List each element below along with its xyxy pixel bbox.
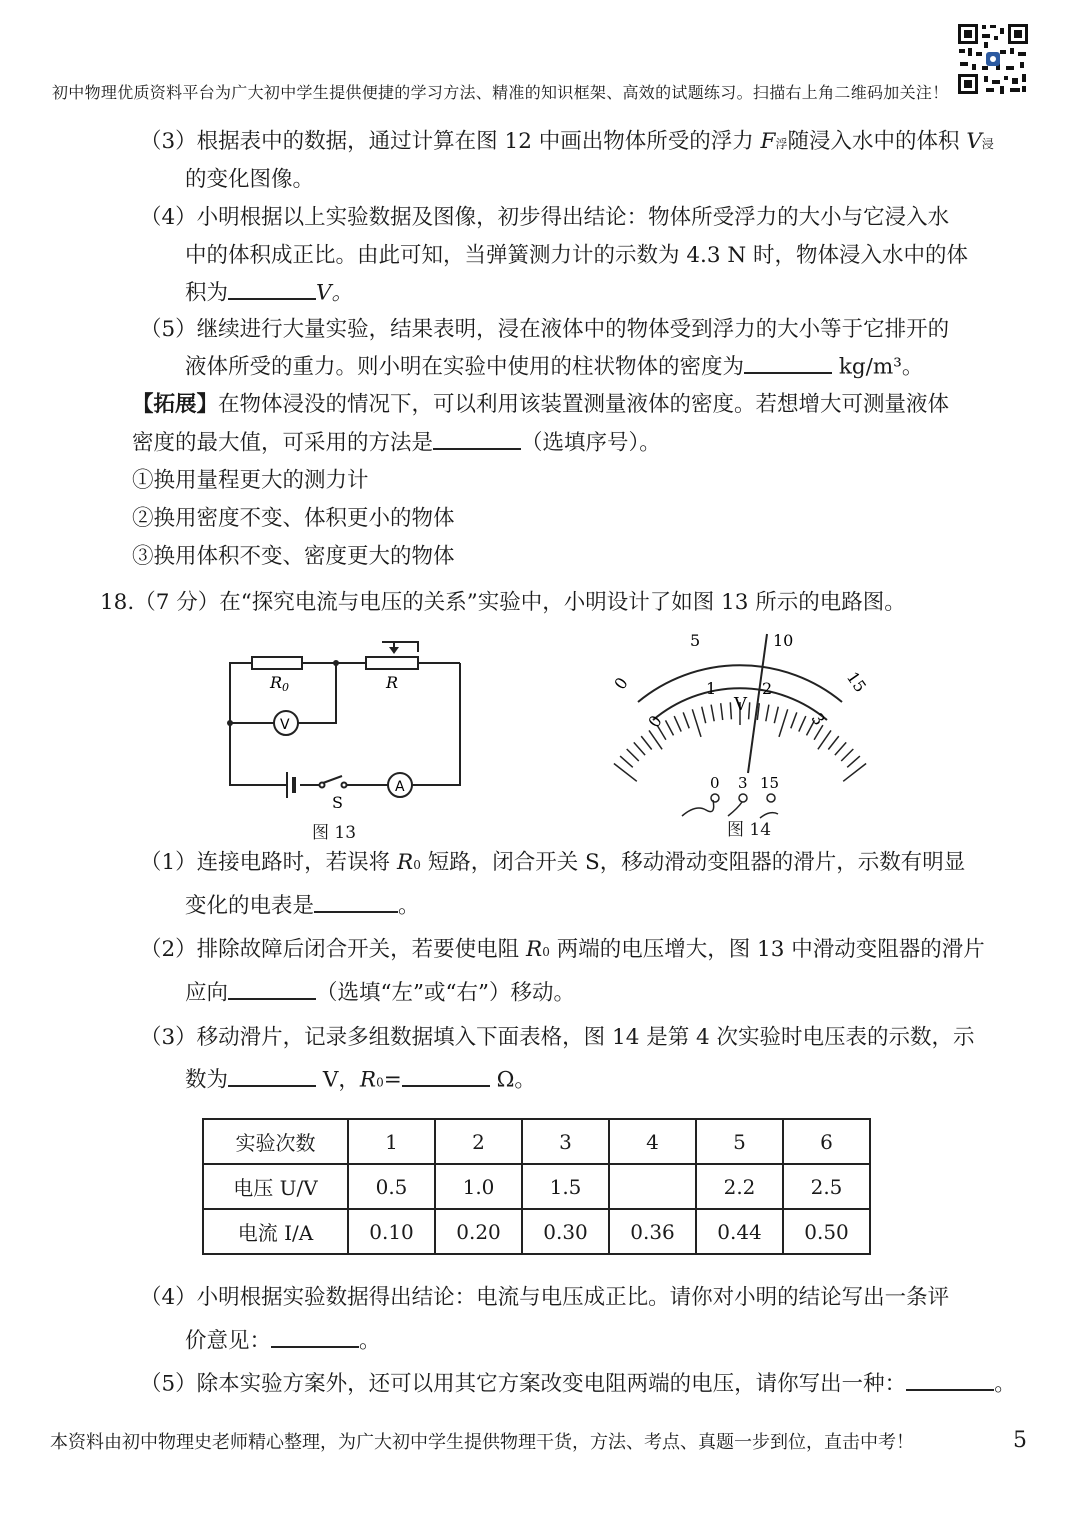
data-table [202,1118,871,1255]
answer-blank[interactable] [906,1366,994,1391]
upper-label-10: 10 [773,631,794,650]
dial-tick [841,749,853,761]
dial-tick [620,756,633,767]
q18-part4-line2: 价意见： 。 [185,1323,381,1355]
table-row: 实验次数 1 2 3 4 5 6 [203,1119,870,1164]
q18-part3-line1: （3）移动滑片，记录多组数据填入下面表格，图 14 是第 4 次实验时电压表的示数，示 [140,1025,975,1050]
answer-blank[interactable] [271,1323,359,1348]
lower-label-0: 0 [644,711,666,732]
q17-extension-line2: 密度的最大值，可采用的方法是 （选填序号）。 [132,425,661,457]
dial-tick [711,705,714,722]
dial-tick [766,705,769,722]
q17-part4-line1: （4）小明根据以上实验数据及图像，初步得出结论：物体所受浮力的大小与它浸入水 [140,205,950,230]
q17-part4-line3: 积为 V。 [185,275,353,307]
q17-extension-line1: 【拓展】在物体浸没的情况下，可以利用该装置测量液体的密度。若想增大可测量液体 [132,392,950,417]
dial-tick [799,716,806,732]
dial-unit-v: V [734,694,747,715]
q17-part3-line2: 的变化图像。 [185,167,315,192]
dial-tick [683,712,689,728]
dial-tick [627,749,639,761]
circuit-diagram-fig13 [222,630,472,810]
dial-tick [843,764,866,782]
answer-blank[interactable] [228,1062,316,1087]
q17-part4-line2: 中的体积成正比。由此可知，当弹簧测力计的示数为 4.3 N 时，物体浸入水中的体 [185,243,969,268]
dial-tick [614,764,637,782]
q18-part4-line1: （4）小明根据实验数据得出结论：电流与电压成正比。请你对小明的结论写出一条评 [140,1285,950,1310]
voltage-blank-cell[interactable] [609,1164,696,1209]
upper-label-15: 15 [842,668,870,696]
option-3: ③换用体积不变、密度更大的物体 [132,544,455,569]
answer-blank[interactable] [314,888,398,913]
label-r: R [386,673,399,692]
wire-icon [682,800,714,816]
q17-part5-line2: 液体所受的重力。则小明在实验中使用的柱状物体的密度为 kg/m³。 [185,349,923,381]
dial-tick [847,756,860,767]
dial-tick [749,702,750,719]
resistor-r0 [252,657,302,669]
dial-needle [748,634,767,773]
option-1: ①换用量程更大的测力计 [132,468,369,493]
lower-label-2: 2 [762,679,773,698]
upper-label-5: 5 [690,631,701,650]
slider-arrow-icon [389,647,399,654]
answer-blank[interactable] [433,425,521,450]
option-2: ②换用密度不变、体积更小的物体 [132,506,455,531]
fig14-caption: 图 14 [727,820,772,840]
q17-part3-line1: （3）根据表中的数据，通过计算在图 12 中画出物体所受的浮力 F浮随浸入水中的体积 V浸 [140,129,994,154]
terminal-label-15: 15 [760,774,780,792]
dial-tick [818,730,831,749]
q18-part1-line2: 变化的电表是 。 [185,888,420,920]
dial-tick [666,720,674,735]
answer-blank[interactable] [228,975,316,1000]
dial-tick [828,736,839,749]
dial-tick [649,730,662,749]
terminal-3[interactable] [739,794,747,802]
dial-tick [835,742,846,755]
dial-tick [730,702,731,719]
dial-tick [674,716,681,732]
dial-tick [692,709,701,737]
q18-stem: 18.（7 分）在“探究电流与电压的关系”实验中，小明设计了如图 13 所示的电路图。 [100,590,906,615]
page-number: 5 [1013,1428,1027,1453]
table-row: 电压 U/V 0.5 1.0 1.5 2.2 2.5 [203,1164,870,1209]
q18-part3-line2: 数为 V，R0= Ω。 [185,1062,536,1094]
label-s: S [332,793,343,810]
terminal-15[interactable] [767,794,775,802]
q18-part5-line1: （5）除本实验方案外，还可以用其它方案改变电阻两端的电压，请你写出一种： 。 [140,1366,1016,1398]
page-header: 初中物理优质资料平台为广大初中学生提供便捷的学习方法、精准的知识框架、高效的试题练习。扫描右上角二维码加关注！ [52,83,949,102]
terminal-label-3: 3 [738,774,748,792]
label-v: V [280,717,290,733]
dial-tick [779,709,788,737]
dial-tick [641,736,652,749]
switch-icon [323,776,342,783]
lower-label-3: 3 [807,709,829,729]
q18-part2-line1: （2）排除故障后闭合开关，若要使电阻 R0 两端的电压增大，图 13 中滑动变阻器的滑片 [140,937,985,962]
terminal-0[interactable] [711,794,719,802]
qr-code-icon[interactable] [956,22,1030,96]
dial-tick [634,742,645,755]
lower-label-1: 1 [706,679,717,698]
terminal-label-0: 0 [710,774,720,792]
q18-part1-line1: （1）连接电路时，若误将 R0 短路，闭合开关 S，移动滑动变阻器的滑片，示数有明显 [140,850,966,875]
answer-blank[interactable] [402,1062,490,1087]
label-a: A [395,779,405,795]
answer-blank[interactable] [228,275,316,300]
dial-tick [702,707,706,724]
upper-label-0: 0 [610,673,632,694]
rheostat-r [366,657,418,669]
answer-blank[interactable] [744,349,832,374]
q18-part2-line2: 应向 （选填“左”或“右”）移动。 [185,975,575,1007]
page-footer: 本资料由初中物理史老师精心整理，为广大初中学生提供物理干货，方法、考点、真题一步到位，直击中考！ [50,1432,914,1453]
voltmeter-dial-fig14 [610,628,870,838]
q17-part5-line1: （5）继续进行大量实验，结果表明，浸在液体中的物体受到浮力的大小等于它排开的 [140,317,950,342]
dial-tick [721,703,723,720]
fig13-caption: 图 13 [312,823,357,843]
table-row: 电流 I/A 0.10 0.20 0.30 0.36 0.44 0.50 [203,1209,870,1254]
label-r0: R0 [270,673,290,694]
dial-tick [774,707,778,724]
dial-tick [791,712,797,728]
